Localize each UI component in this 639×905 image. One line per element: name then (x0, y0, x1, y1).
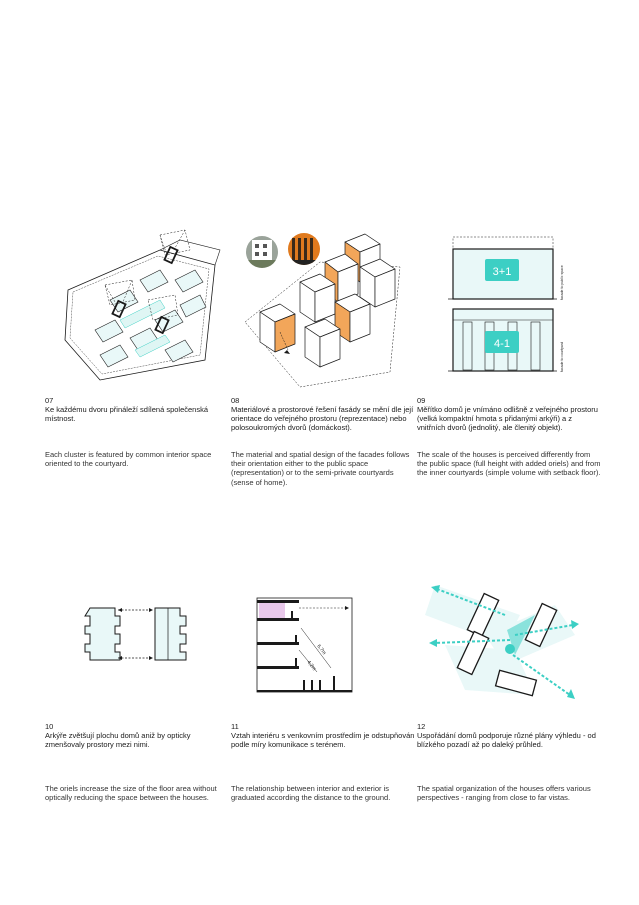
elevations-svg (445, 232, 575, 382)
vistas-plan-diagram (425, 575, 585, 705)
english-caption: The material and spatial design of the facades follows their orientation either to the public space (representation) or to the semi-private courtyards (sense of home). (231, 450, 410, 487)
distance-label-1: 6,7m (315, 643, 328, 656)
panel-number: 08 (231, 396, 240, 405)
side-label-top: facade to public space (560, 265, 564, 300)
panel-number: 11 (231, 722, 239, 731)
panel-number: 12 (417, 722, 426, 731)
czech-caption: Ke každému dvoru přináleží sdílená společenská místnost. (45, 405, 209, 424)
photo-residential-icon (246, 236, 278, 270)
panel-number: 09 (417, 396, 426, 405)
english-caption: The spatial organization of the houses offers various perspectives - ranging from close to far vistas. (417, 784, 591, 803)
photo-facade-icon (288, 233, 320, 268)
panel-07 (45, 396, 230, 469)
czech-caption: Materiálové a prostorové řešení fasády se mění dle její orientace do veřejného prostoru (reprezentace) nebo polosoukromých dvorů (domáckost). (231, 405, 414, 433)
english-caption: Each cluster is featured by common interior space oriented to the courtyard. (45, 450, 212, 469)
panel-11 (231, 722, 416, 803)
type-label-top: 3+1 (492, 266, 512, 278)
site-plan-svg (40, 220, 230, 390)
vistas-svg (425, 575, 585, 705)
czech-caption: Uspořádání domů podporuje různé plány výhledu - od blízkého pozadí až po daleký průhled. (417, 731, 596, 750)
english-caption: The scale of the houses is perceived differently from the public space (full height with added oriels) and from the inner courtyards (simple volume with setback floor). (417, 450, 601, 478)
axonometric-svg (240, 222, 410, 392)
scale-elevation-diagram (445, 232, 575, 382)
panel-number: 07 (45, 396, 54, 405)
site-plan-diagram (40, 220, 230, 390)
english-caption: The relationship between interior and exterior is graduated according the distance to the ground. (231, 784, 391, 803)
czech-caption: Vztah interiéru s venkovním prostředím je odstupňován podle míry komunikace s terénem. (231, 731, 415, 750)
section-svg (255, 596, 360, 694)
panel-number: 10 (45, 722, 54, 731)
panel-08 (231, 396, 416, 487)
oriel-plan-svg (80, 600, 195, 670)
panel-12 (417, 722, 602, 803)
oriel-plan-diagram (80, 600, 195, 670)
side-label-bottom: facade to courtyard (560, 342, 564, 372)
czech-caption: Měřítko domů je vnímáno odlišně z veřejného prostoru (velká kompaktní hmota s přidanými arkýři) a z vnitřních dvorů (jednolitý, ale členitý objekt). (417, 405, 598, 433)
panel-09 (417, 396, 602, 478)
facade-axonometric-diagram (240, 222, 410, 392)
type-label-bottom: 4-1 (494, 338, 510, 350)
section-distance-diagram (255, 596, 360, 694)
panel-10 (45, 722, 230, 803)
czech-caption: Arkýře zvětšují plochu domů aniž by opticky zmenšovaly prostory mezi nimi. (45, 731, 191, 750)
english-caption: The oriels increase the size of the floor area without optically reducing the space between the houses. (45, 784, 217, 803)
distance-label-2: 4,2m (305, 659, 318, 672)
